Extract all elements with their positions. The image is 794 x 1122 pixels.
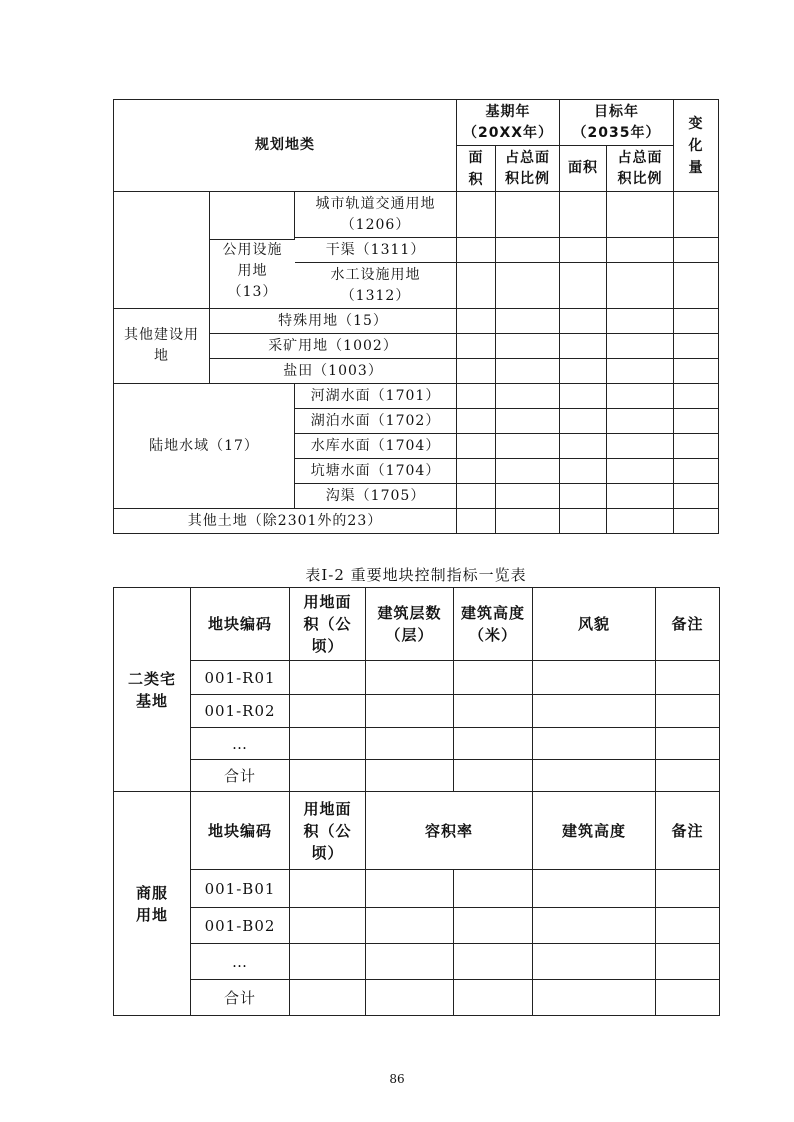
row-river: 河湖水面（1701） — [295, 384, 457, 409]
header-plot-code: 地块编码 — [191, 588, 290, 661]
header-area-base: 面积 — [457, 146, 496, 192]
row-other-construction: 其他建设用 地 — [114, 309, 210, 384]
header-share-base: 占总面积比例 — [496, 146, 560, 192]
row-canal: 干渠（1311） — [295, 238, 457, 263]
cell-blank — [114, 192, 210, 309]
header-area-target: 面积 — [560, 146, 607, 192]
table-caption: 表I-2 重要地块控制指标一览表 — [305, 566, 527, 584]
total-label: 合计 — [191, 980, 290, 1016]
header-floors: 建筑层数 （层） — [366, 588, 454, 661]
header-style: 风貌 — [533, 588, 656, 661]
row-ditch: 沟渠（1705） — [295, 484, 457, 509]
header-category: 规划地类 — [114, 100, 457, 192]
row-lake: 湖泊水面（1702） — [295, 409, 457, 434]
header-change: 变化量 — [674, 100, 719, 192]
row-land-water: 陆地水域（17） — [114, 384, 295, 509]
header-far: 容积率 — [366, 792, 533, 870]
header-target-year: 目标年 （2035年） — [560, 100, 674, 146]
header-note: 备注 — [656, 792, 720, 870]
row-salt-field: 盐田（1003） — [210, 359, 457, 384]
row-rail: 城市轨道交通用地 （1206） — [295, 192, 457, 238]
header-base-year: 基期年 （20XX年） — [457, 100, 560, 146]
plot-code: 001-R02 — [191, 695, 290, 728]
header-plot-code: 地块编码 — [191, 792, 290, 870]
plot-control-table — [113, 587, 720, 1016]
ellipsis: … — [191, 944, 290, 980]
row-mining: 采矿用地（1002） — [210, 334, 457, 359]
row-pond: 坑塘水面（1704） — [295, 459, 457, 484]
row-other-land: 其他土地（除2301外的23） — [114, 509, 457, 534]
header-plot-area: 用地面 积（公 顷） — [290, 588, 366, 661]
plot-code: 001-B01 — [191, 870, 290, 908]
header-height: 建筑高度 — [533, 792, 656, 870]
row-public-facilities: 公用设施 用地 （13） — [210, 239, 295, 308]
header-note: 备注 — [656, 588, 720, 661]
land-use-table — [113, 99, 719, 534]
row-water-facility: 水工设施用地 （1312） — [295, 263, 457, 309]
page-number: 86 — [389, 1072, 405, 1086]
section-residential: 二类宅 基地 — [114, 588, 191, 792]
header-plot-area: 用地面 积（公 顷） — [290, 792, 366, 870]
plot-code: 001-R01 — [191, 661, 290, 695]
plot-code: 001-B02 — [191, 908, 290, 944]
header-height: 建筑高度 （米） — [454, 588, 533, 661]
row-reservoir: 水库水面（1704） — [295, 434, 457, 459]
header-share-target: 占总面积比例 — [607, 146, 674, 192]
total-label: 合计 — [191, 760, 290, 792]
ellipsis: … — [191, 728, 290, 760]
row-special: 特殊用地（15） — [210, 309, 457, 334]
section-commercial: 商服 用地 — [114, 792, 191, 1016]
